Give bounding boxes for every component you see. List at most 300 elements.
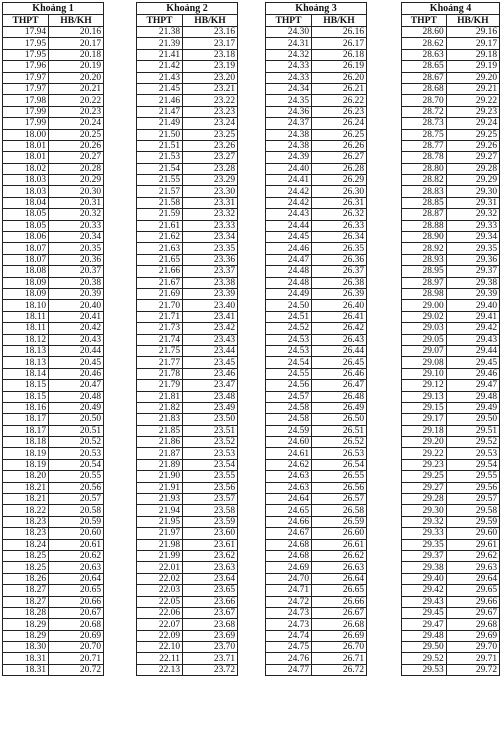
table-row <box>137 175 238 186</box>
hbkh-score-cell: 20.43 <box>49 334 104 345</box>
hbkh-score-cell: 29.36 <box>446 254 499 265</box>
thpt-score-cell: 28.80 <box>402 163 447 174</box>
hbkh-score-cell: 29.51 <box>446 425 499 436</box>
hbkh-score-cell: 29.27 <box>446 152 499 163</box>
table-row <box>266 266 367 277</box>
hbkh-score-cell: 26.33 <box>312 220 367 231</box>
hbkh-score-cell: 26.59 <box>312 516 367 527</box>
thpt-score-cell: 29.22 <box>402 448 447 459</box>
thpt-score-cell: 18.04 <box>3 197 49 208</box>
hbkh-score-cell: 26.34 <box>312 232 367 243</box>
table-row <box>3 585 104 596</box>
hbkh-score-cell: 29.16 <box>446 27 499 38</box>
table-row <box>402 300 500 311</box>
thpt-score-cell: 21.85 <box>137 425 183 436</box>
hbkh-score-cell: 20.51 <box>49 425 104 436</box>
table-row <box>266 482 367 493</box>
hbkh-score-cell: 23.41 <box>183 311 238 322</box>
thpt-score-cell: 21.98 <box>137 539 183 550</box>
hbkh-score-cell: 23.45 <box>183 357 238 368</box>
table-row <box>137 232 238 243</box>
hbkh-score-cell: 29.39 <box>446 288 499 299</box>
table-row <box>402 129 500 140</box>
thpt-score-cell: 28.65 <box>402 61 447 72</box>
column-header-hbkh: HB/KH <box>446 15 499 27</box>
hbkh-score-cell: 29.19 <box>446 61 499 72</box>
hbkh-score-cell: 20.69 <box>49 630 104 641</box>
table-row <box>3 323 104 334</box>
column-header-thpt: THPT <box>266 15 312 27</box>
table-row <box>266 448 367 459</box>
table-row <box>402 494 500 505</box>
hbkh-score-cell: 26.18 <box>312 49 367 60</box>
table-row <box>137 334 238 345</box>
conversion-table-4 <box>401 2 500 676</box>
table-row <box>266 140 367 151</box>
table-title: Khoảng 1 <box>3 3 104 15</box>
table-row <box>137 539 238 550</box>
thpt-score-cell: 21.75 <box>137 345 183 356</box>
hbkh-score-cell: 29.23 <box>446 106 499 117</box>
table-row <box>266 72 367 83</box>
table-row <box>266 163 367 174</box>
thpt-score-cell: 17.97 <box>3 72 49 83</box>
hbkh-score-cell: 29.33 <box>446 220 499 231</box>
table-row <box>3 494 104 505</box>
thpt-score-cell: 21.86 <box>137 437 183 448</box>
hbkh-score-cell: 20.68 <box>49 619 104 630</box>
table-row <box>402 243 500 254</box>
thpt-score-cell: 21.81 <box>137 391 183 402</box>
thpt-score-cell: 29.05 <box>402 334 447 345</box>
table-row <box>402 345 500 356</box>
thpt-score-cell: 22.01 <box>137 562 183 573</box>
hbkh-score-cell: 20.62 <box>49 550 104 561</box>
table-row <box>3 505 104 516</box>
hbkh-score-cell: 20.33 <box>49 220 104 231</box>
thpt-score-cell: 29.25 <box>402 471 447 482</box>
thpt-score-cell: 28.75 <box>402 129 447 140</box>
table-row <box>137 642 238 653</box>
thpt-score-cell: 24.39 <box>266 152 312 163</box>
hbkh-score-cell: 20.49 <box>49 402 104 413</box>
thpt-score-cell: 24.74 <box>266 630 312 641</box>
table-row <box>137 197 238 208</box>
table-row <box>266 471 367 482</box>
hbkh-score-cell: 20.47 <box>49 380 104 391</box>
hbkh-score-cell: 23.49 <box>183 402 238 413</box>
table-row <box>266 49 367 60</box>
hbkh-score-cell: 26.56 <box>312 482 367 493</box>
hbkh-score-cell: 20.36 <box>49 254 104 265</box>
table-row <box>137 573 238 584</box>
table-row <box>266 311 367 322</box>
table-row <box>266 345 367 356</box>
hbkh-score-cell: 29.31 <box>446 197 499 208</box>
table-row <box>137 391 238 402</box>
thpt-score-cell: 21.71 <box>137 311 183 322</box>
hbkh-score-cell: 23.51 <box>183 425 238 436</box>
hbkh-score-cell: 29.64 <box>446 573 499 584</box>
table-row <box>3 528 104 539</box>
thpt-score-cell: 24.77 <box>266 664 312 675</box>
table-row <box>3 266 104 277</box>
table-row <box>137 27 238 38</box>
table-row <box>402 402 500 413</box>
thpt-score-cell: 18.11 <box>3 323 49 334</box>
thpt-score-cell: 29.13 <box>402 391 447 402</box>
table-row <box>402 607 500 618</box>
table-row <box>137 516 238 527</box>
table-row <box>3 175 104 186</box>
thpt-score-cell: 18.29 <box>3 630 49 641</box>
table-row <box>137 585 238 596</box>
hbkh-score-cell: 23.38 <box>183 277 238 288</box>
hbkh-score-cell: 26.63 <box>312 562 367 573</box>
thpt-score-cell: 24.58 <box>266 414 312 425</box>
table-row <box>402 414 500 425</box>
hbkh-score-cell: 20.20 <box>49 72 104 83</box>
hbkh-score-cell: 20.56 <box>49 482 104 493</box>
thpt-score-cell: 21.89 <box>137 459 183 470</box>
table-row <box>266 402 367 413</box>
thpt-score-cell: 29.43 <box>402 596 447 607</box>
hbkh-score-cell: 29.44 <box>446 345 499 356</box>
table-row <box>137 106 238 117</box>
hbkh-score-cell: 26.70 <box>312 642 367 653</box>
table-row <box>266 653 367 664</box>
hbkh-score-cell: 23.47 <box>183 380 238 391</box>
thpt-score-cell: 17.95 <box>3 38 49 49</box>
table-row <box>3 619 104 630</box>
table-row <box>402 550 500 561</box>
table-row <box>402 334 500 345</box>
hbkh-score-cell: 26.36 <box>312 254 367 265</box>
hbkh-score-cell: 26.25 <box>312 129 367 140</box>
thpt-score-cell: 24.55 <box>266 368 312 379</box>
thpt-score-cell: 18.25 <box>3 550 49 561</box>
conversion-table-3 <box>265 2 367 676</box>
table-row <box>3 391 104 402</box>
thpt-score-cell: 18.06 <box>3 232 49 243</box>
thpt-score-cell: 24.46 <box>266 243 312 254</box>
thpt-score-cell: 21.91 <box>137 482 183 493</box>
hbkh-score-cell: 29.18 <box>446 49 499 60</box>
table-title: Khoảng 3 <box>266 3 367 15</box>
hbkh-score-cell: 26.39 <box>312 288 367 299</box>
hbkh-score-cell: 29.68 <box>446 619 499 630</box>
table-row <box>137 550 238 561</box>
table-row <box>266 323 367 334</box>
table-row <box>266 437 367 448</box>
hbkh-score-cell: 20.18 <box>49 49 104 60</box>
hbkh-score-cell: 20.30 <box>49 186 104 197</box>
hbkh-score-cell: 29.50 <box>446 414 499 425</box>
table-row <box>3 664 104 675</box>
hbkh-score-cell: 29.46 <box>446 368 499 379</box>
table-row <box>3 368 104 379</box>
thpt-score-cell: 24.41 <box>266 175 312 186</box>
table-row <box>137 357 238 368</box>
thpt-score-cell: 24.71 <box>266 585 312 596</box>
table-row <box>402 619 500 630</box>
hbkh-score-cell: 23.39 <box>183 288 238 299</box>
thpt-score-cell: 24.52 <box>266 323 312 334</box>
thpt-score-cell: 24.49 <box>266 288 312 299</box>
hbkh-score-cell: 23.17 <box>183 38 238 49</box>
thpt-score-cell: 29.17 <box>402 414 447 425</box>
hbkh-score-cell: 20.21 <box>49 83 104 94</box>
thpt-score-cell: 29.02 <box>402 311 447 322</box>
table-row <box>402 630 500 641</box>
hbkh-score-cell: 23.37 <box>183 266 238 277</box>
table-row <box>266 494 367 505</box>
table-row <box>3 642 104 653</box>
table-row <box>266 505 367 516</box>
table-row <box>137 380 238 391</box>
table-row <box>402 562 500 573</box>
hbkh-score-cell: 23.23 <box>183 106 238 117</box>
table-row <box>3 448 104 459</box>
hbkh-score-cell: 20.59 <box>49 516 104 527</box>
table-row <box>402 95 500 106</box>
table-row <box>3 61 104 72</box>
hbkh-score-cell: 23.48 <box>183 391 238 402</box>
thpt-score-cell: 21.65 <box>137 254 183 265</box>
hbkh-score-cell: 23.54 <box>183 459 238 470</box>
thpt-score-cell: 24.48 <box>266 266 312 277</box>
table-row <box>266 95 367 106</box>
table-row <box>137 619 238 630</box>
thpt-score-cell: 18.20 <box>3 471 49 482</box>
table-row <box>3 140 104 151</box>
hbkh-score-cell: 23.69 <box>183 630 238 641</box>
thpt-score-cell: 21.69 <box>137 288 183 299</box>
table-row <box>402 596 500 607</box>
hbkh-score-cell: 26.60 <box>312 528 367 539</box>
hbkh-score-cell: 29.67 <box>446 607 499 618</box>
hbkh-score-cell: 26.30 <box>312 186 367 197</box>
hbkh-score-cell: 20.40 <box>49 300 104 311</box>
hbkh-score-cell: 29.20 <box>446 72 499 83</box>
thpt-score-cell: 21.95 <box>137 516 183 527</box>
thpt-score-cell: 24.59 <box>266 425 312 436</box>
hbkh-score-cell: 23.26 <box>183 140 238 151</box>
table-row <box>137 129 238 140</box>
thpt-score-cell: 18.18 <box>3 437 49 448</box>
thpt-score-cell: 18.12 <box>3 334 49 345</box>
table-row <box>3 607 104 618</box>
hbkh-score-cell: 20.23 <box>49 106 104 117</box>
hbkh-score-cell: 23.71 <box>183 653 238 664</box>
hbkh-score-cell: 23.24 <box>183 118 238 129</box>
thpt-score-cell: 29.45 <box>402 607 447 618</box>
hbkh-score-cell: 26.22 <box>312 95 367 106</box>
table-row <box>137 505 238 516</box>
table-row <box>266 175 367 186</box>
thpt-score-cell: 21.39 <box>137 38 183 49</box>
hbkh-score-cell: 23.53 <box>183 448 238 459</box>
thpt-score-cell: 18.09 <box>3 277 49 288</box>
hbkh-score-cell: 20.63 <box>49 562 104 573</box>
hbkh-score-cell: 26.53 <box>312 448 367 459</box>
table-row <box>266 288 367 299</box>
thpt-score-cell: 21.50 <box>137 129 183 140</box>
thpt-score-cell: 17.98 <box>3 95 49 106</box>
hbkh-score-cell: 20.27 <box>49 152 104 163</box>
table-row <box>266 516 367 527</box>
thpt-score-cell: 24.45 <box>266 232 312 243</box>
hbkh-score-cell: 26.17 <box>312 38 367 49</box>
thpt-score-cell: 24.73 <box>266 619 312 630</box>
hbkh-score-cell: 29.61 <box>446 539 499 550</box>
table-row <box>3 243 104 254</box>
table-row <box>266 550 367 561</box>
table-row <box>137 38 238 49</box>
table-row <box>3 653 104 664</box>
thpt-score-cell: 18.00 <box>3 129 49 140</box>
thpt-score-cell: 18.07 <box>3 254 49 265</box>
thpt-score-cell: 18.15 <box>3 380 49 391</box>
thpt-score-cell: 24.47 <box>266 254 312 265</box>
thpt-score-cell: 24.73 <box>266 607 312 618</box>
thpt-score-cell: 18.03 <box>3 186 49 197</box>
thpt-score-cell: 28.97 <box>402 277 447 288</box>
table-row <box>3 573 104 584</box>
table-row <box>3 186 104 197</box>
hbkh-score-cell: 29.45 <box>446 357 499 368</box>
thpt-score-cell: 24.67 <box>266 528 312 539</box>
hbkh-score-cell: 26.65 <box>312 585 367 596</box>
table-row <box>137 152 238 163</box>
hbkh-score-cell: 29.59 <box>446 516 499 527</box>
hbkh-score-cell: 23.40 <box>183 300 238 311</box>
table-row <box>3 459 104 470</box>
thpt-score-cell: 21.51 <box>137 140 183 151</box>
thpt-score-cell: 29.15 <box>402 402 447 413</box>
hbkh-score-cell: 29.65 <box>446 585 499 596</box>
hbkh-score-cell: 23.22 <box>183 95 238 106</box>
hbkh-score-cell: 26.46 <box>312 368 367 379</box>
hbkh-score-cell: 23.59 <box>183 516 238 527</box>
column-header-thpt: THPT <box>402 15 447 27</box>
table-row <box>402 49 500 60</box>
hbkh-score-cell: 29.63 <box>446 562 499 573</box>
thpt-score-cell: 18.01 <box>3 140 49 151</box>
thpt-score-cell: 24.51 <box>266 311 312 322</box>
thpt-score-cell: 18.05 <box>3 220 49 231</box>
hbkh-score-cell: 23.68 <box>183 619 238 630</box>
thpt-score-cell: 21.94 <box>137 505 183 516</box>
thpt-score-cell: 21.79 <box>137 380 183 391</box>
thpt-score-cell: 24.42 <box>266 186 312 197</box>
table-row <box>402 664 500 675</box>
thpt-score-cell: 24.63 <box>266 471 312 482</box>
thpt-score-cell: 29.53 <box>402 664 447 675</box>
hbkh-score-cell: 29.52 <box>446 437 499 448</box>
table-row <box>402 140 500 151</box>
thpt-score-cell: 24.32 <box>266 49 312 60</box>
thpt-score-cell: 21.70 <box>137 300 183 311</box>
thpt-score-cell: 24.66 <box>266 516 312 527</box>
table-row <box>137 368 238 379</box>
hbkh-score-cell: 26.45 <box>312 357 367 368</box>
hbkh-score-cell: 20.24 <box>49 118 104 129</box>
table-row <box>266 562 367 573</box>
hbkh-score-cell: 26.28 <box>312 163 367 174</box>
hbkh-score-cell: 23.70 <box>183 642 238 653</box>
thpt-score-cell: 28.98 <box>402 288 447 299</box>
thpt-score-cell: 18.31 <box>3 664 49 675</box>
thpt-score-cell: 28.62 <box>402 38 447 49</box>
table-row <box>3 152 104 163</box>
thpt-score-cell: 21.63 <box>137 243 183 254</box>
thpt-score-cell: 22.06 <box>137 607 183 618</box>
table-row <box>3 197 104 208</box>
hbkh-score-cell: 29.24 <box>446 118 499 129</box>
hbkh-score-cell: 29.37 <box>446 266 499 277</box>
hbkh-score-cell: 26.26 <box>312 140 367 151</box>
thpt-score-cell: 29.10 <box>402 368 447 379</box>
table-row <box>402 585 500 596</box>
thpt-score-cell: 24.56 <box>266 380 312 391</box>
table-row <box>3 402 104 413</box>
thpt-score-cell: 24.69 <box>266 562 312 573</box>
thpt-score-cell: 18.15 <box>3 391 49 402</box>
thpt-score-cell: 29.20 <box>402 437 447 448</box>
hbkh-score-cell: 29.58 <box>446 505 499 516</box>
hbkh-score-cell: 23.27 <box>183 152 238 163</box>
table-row <box>266 220 367 231</box>
hbkh-score-cell: 26.24 <box>312 118 367 129</box>
table-row <box>402 482 500 493</box>
thpt-score-cell: 21.97 <box>137 528 183 539</box>
hbkh-score-cell: 20.41 <box>49 311 104 322</box>
table-row <box>137 562 238 573</box>
table-row <box>3 334 104 345</box>
table-row <box>3 562 104 573</box>
table-row <box>3 232 104 243</box>
table-row <box>402 277 500 288</box>
thpt-score-cell: 21.53 <box>137 152 183 163</box>
hbkh-score-cell: 23.65 <box>183 585 238 596</box>
table-row <box>266 630 367 641</box>
thpt-score-cell: 24.50 <box>266 300 312 311</box>
hbkh-score-cell: 29.69 <box>446 630 499 641</box>
thpt-score-cell: 29.12 <box>402 380 447 391</box>
table-row <box>137 61 238 72</box>
hbkh-score-cell: 29.70 <box>446 642 499 653</box>
table-row <box>266 129 367 140</box>
table-row <box>402 425 500 436</box>
hbkh-score-cell: 26.66 <box>312 596 367 607</box>
thpt-score-cell: 21.38 <box>137 27 183 38</box>
thpt-score-cell: 18.22 <box>3 505 49 516</box>
thpt-score-cell: 21.66 <box>137 266 183 277</box>
hbkh-score-cell: 20.34 <box>49 232 104 243</box>
hbkh-score-cell: 26.42 <box>312 323 367 334</box>
hbkh-score-cell: 26.29 <box>312 175 367 186</box>
column-header-hbkh: HB/KH <box>312 15 367 27</box>
thpt-score-cell: 21.90 <box>137 471 183 482</box>
thpt-score-cell: 29.07 <box>402 345 447 356</box>
thpt-score-cell: 21.77 <box>137 357 183 368</box>
thpt-score-cell: 24.75 <box>266 642 312 653</box>
table-row <box>3 288 104 299</box>
table-row <box>266 380 367 391</box>
table-row <box>3 539 104 550</box>
table-row <box>266 391 367 402</box>
